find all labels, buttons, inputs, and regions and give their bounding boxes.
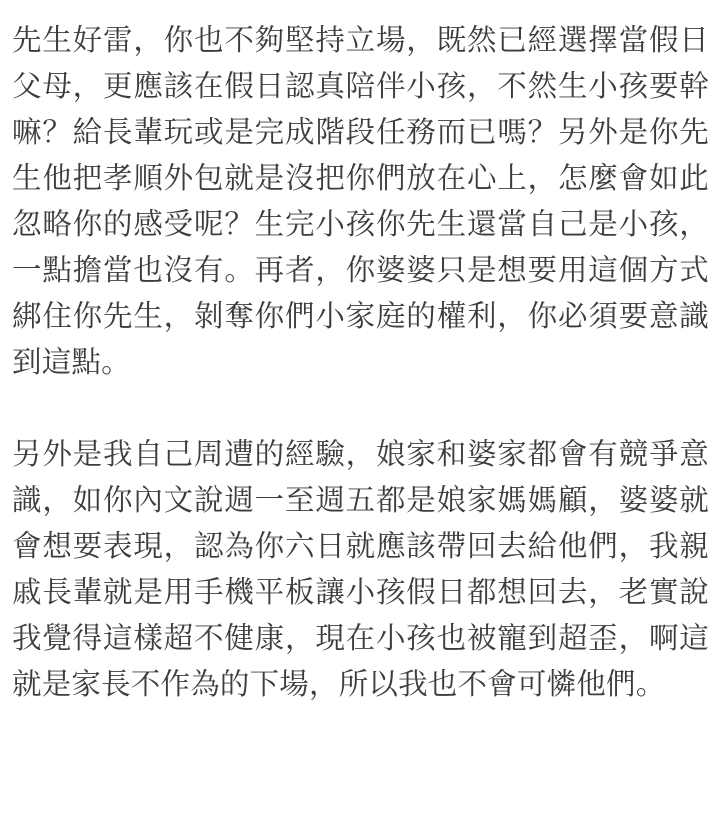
- paragraph-1: 先生好雷，你也不夠堅持立場，既然已經選擇當假日父母，更應該在假日認真陪伴小孩，不然生小孩要幹嘛？給長輩玩或是完成階段任務而已嗎？另外是你先生他把孝順外包就是沒把你們放在心上，怎麼會如此忽略你的感受呢？生完小孩你先生還當自己是小孩，一點擔當也沒有。再者，你婆婆只是想要用這個方式綁住你先生，剝奪你們小家庭的權利，你必須要意識到這點。: [12, 24, 709, 379]
- paragraph-2: 另外是我自己周遭的經驗，娘家和婆家都會有競爭意識，如你內文說週一至週五都是娘家媽媽顧，婆婆就會想要表現，認為你六日就應該帶回去給他們，我親戚長輩就是用手機平板讓小孩假日都想回去，老實說我覺得這樣超不健康，現在小孩也被寵到超歪，啊這就是家長不作為的下場，所以我也不會可憐他們。: [12, 438, 709, 701]
